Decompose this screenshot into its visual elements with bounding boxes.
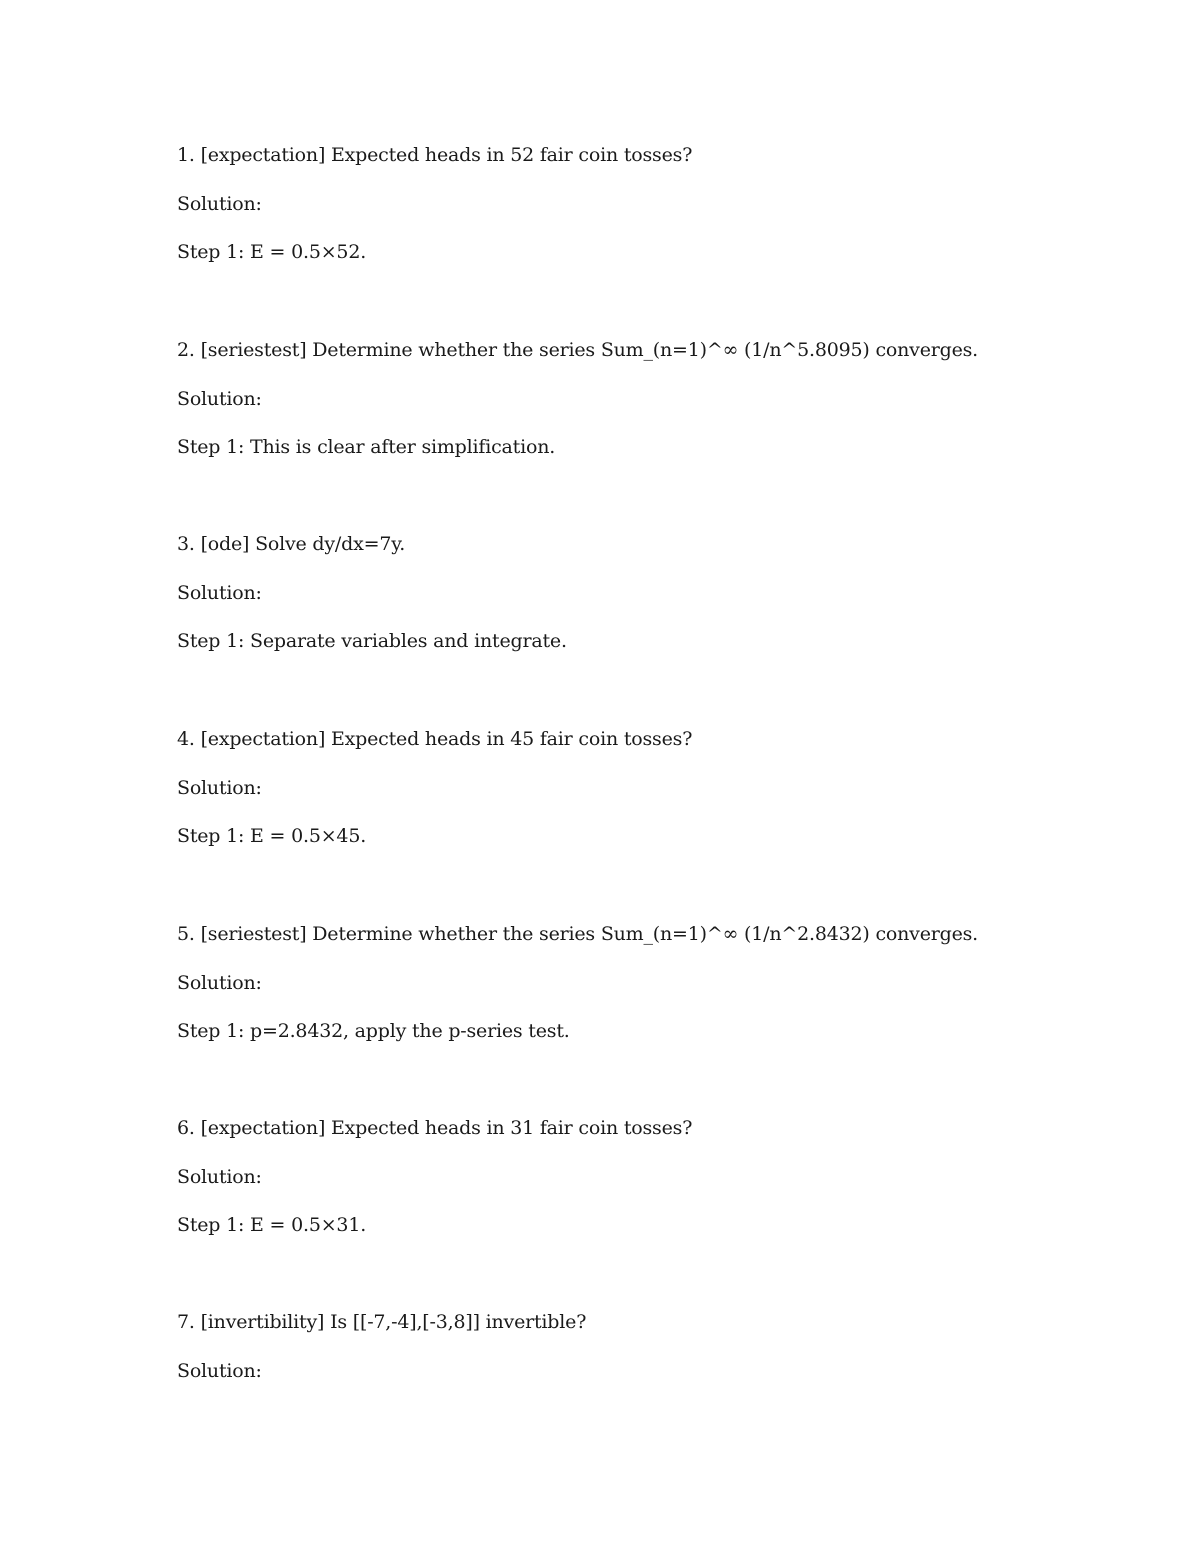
problem-question: 4. [expectation] Expected heads in 45 fair coin tosses?: [177, 728, 693, 750]
problem-question: 5. [seriestest] Determine whether the series Sum_(n=1)^∞ (1/n^2.8432) converges.: [177, 923, 979, 945]
solution-step: Step 1: p=2.8432, apply the p-series test.: [177, 1020, 570, 1042]
solution-label: Solution:: [177, 388, 262, 410]
solution-label: Solution:: [177, 972, 262, 994]
problem-question: 3. [ode] Solve dy/dx=7y.: [177, 533, 406, 555]
solution-step: Step 1: Separate variables and integrate.: [177, 630, 567, 652]
solution-label: Solution:: [177, 193, 262, 215]
solution-label: Solution:: [177, 1360, 262, 1382]
solution-step: Step 1: E = 0.5×45.: [177, 825, 367, 847]
problem-question: 2. [seriestest] Determine whether the series Sum_(n=1)^∞ (1/n^5.8095) converges.: [177, 339, 979, 361]
solution-label: Solution:: [177, 1166, 262, 1188]
problem-question: 1. [expectation] Expected heads in 52 fair coin tosses?: [177, 144, 693, 166]
problem-question: 6. [expectation] Expected heads in 31 fair coin tosses?: [177, 1117, 693, 1139]
problem-question: 7. [invertibility] Is [[-7,-4],[-3,8]] invertible?: [177, 1311, 587, 1333]
solution-label: Solution:: [177, 582, 262, 604]
solution-step: Step 1: This is clear after simplification.: [177, 436, 556, 458]
solution-label: Solution:: [177, 777, 262, 799]
solution-step: Step 1: E = 0.5×31.: [177, 1214, 367, 1236]
solution-step: Step 1: E = 0.5×52.: [177, 241, 367, 263]
